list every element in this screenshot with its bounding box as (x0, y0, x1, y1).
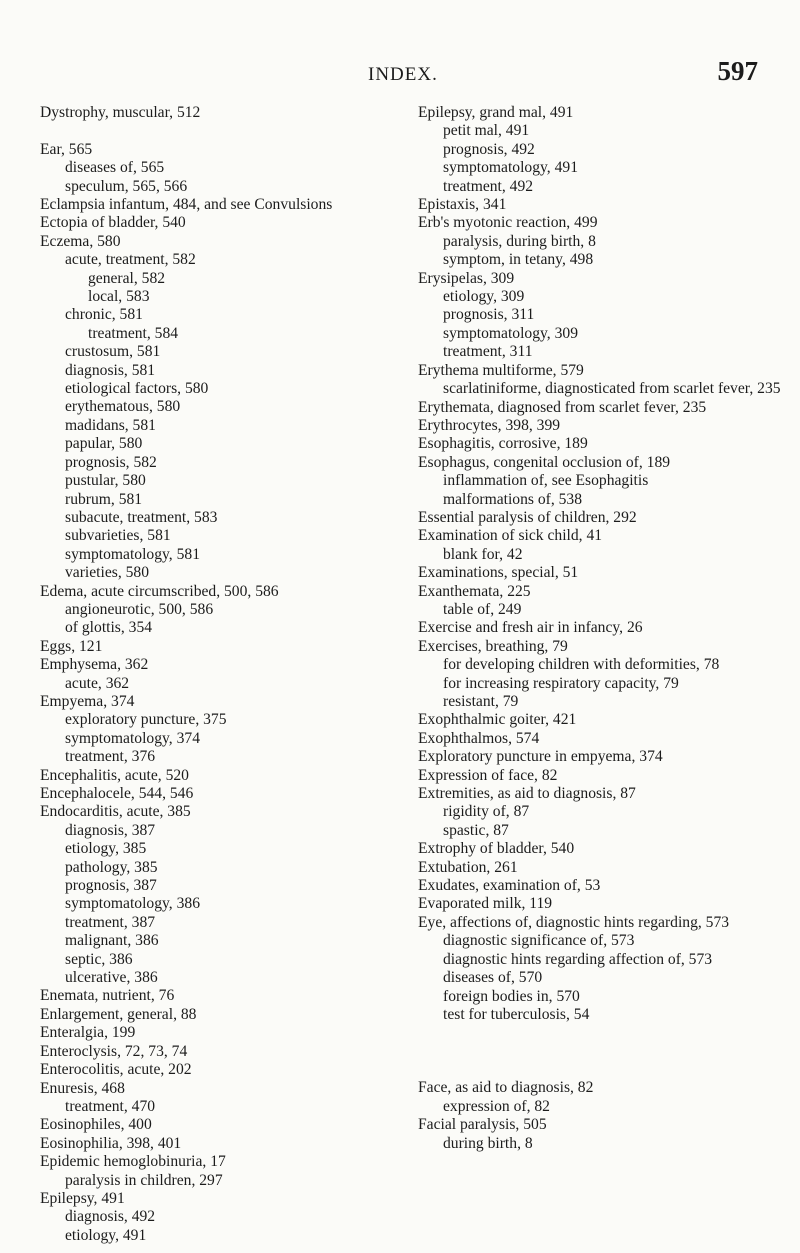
index-entry: Eclampsia infantum, 484, and see Convulsions (40, 196, 333, 214)
index-subentry: etiology, 309 (443, 288, 525, 306)
index-subentry: symptomatology, 309 (443, 324, 578, 342)
index-subentry: subvarieties, 581 (65, 527, 171, 545)
index-entry: Exudates, examination of, 53 (418, 877, 601, 895)
index-subentry: for increasing respiratory capacity, 79 (443, 674, 679, 692)
page-number: 597 (717, 56, 758, 86)
index-subentry: varieties, 580 (65, 564, 150, 582)
index-subentry: crustosum, 581 (65, 343, 161, 361)
section-gap (40, 122, 395, 140)
index-column-right (418, 104, 786, 1153)
index-subentry: diagnostic significance of, 573 (443, 932, 635, 950)
index-entry: Erythrocytes, 398, 399 (418, 416, 561, 434)
index-subentry: angioneurotic, 500, 586 (65, 600, 214, 618)
index-subentry: chronic, 581 (65, 306, 143, 324)
index-subentry: treatment, 376 (65, 748, 156, 766)
index-subentry: diseases of, 565 (65, 159, 165, 177)
index-subentry: diagnosis, 581 (65, 361, 156, 379)
index-subentry: pustular, 580 (65, 472, 146, 490)
index-subentry: subacute, treatment, 583 (65, 508, 218, 526)
index-subentry: local, 583 (88, 288, 150, 306)
running-title: INDEX. (368, 64, 438, 85)
index-subentry: treatment, 584 (88, 324, 179, 342)
index-entry: Endocarditis, acute, 385 (40, 803, 191, 821)
index-entry: Esophagitis, corrosive, 189 (418, 435, 588, 453)
index-entry: Erythemata, diagnosed from scarlet fever, 235 (418, 398, 707, 416)
index-subentry: diseases of, 570 (443, 969, 543, 987)
index-subentry: malignant, 386 (65, 932, 159, 950)
index-subentry: prognosis, 387 (65, 877, 157, 895)
index-column-left (40, 104, 395, 1245)
index-entry: Emphysema, 362 (40, 656, 149, 674)
index-subentry: erythematous, 580 (65, 398, 181, 416)
index-subentry: acute, treatment, 582 (65, 251, 196, 269)
index-entry: Expression of face, 82 (418, 766, 558, 784)
index-subentry: expression of, 82 (443, 1097, 550, 1115)
index-entry: Facial paralysis, 505 (418, 1116, 547, 1134)
index-subentry: exploratory puncture, 375 (65, 711, 227, 729)
index-entry: Enteralgia, 199 (40, 1024, 136, 1042)
index-subentry: rubrum, 581 (65, 490, 143, 508)
index-subentry: prognosis, 311 (443, 306, 535, 324)
index-entry: Ear, 565 (40, 140, 93, 158)
index-entry: Empyema, 374 (40, 692, 135, 710)
index-subentry: symptomatology, 374 (65, 729, 200, 747)
index-subentry: ulcerative, 386 (65, 969, 158, 987)
index-entry: Examinations, special, 51 (418, 564, 579, 582)
index-subentry: prognosis, 582 (65, 453, 157, 471)
section-gap (418, 1024, 786, 1079)
index-subentry: spastic, 87 (443, 821, 509, 839)
index-entry: Eye, affections of, diagnostic hints regarding, 573 (418, 913, 730, 931)
index-subentry: paralysis, during birth, 8 (443, 232, 596, 250)
index-subentry: table of, 249 (443, 600, 522, 618)
index-entry: Dystrophy, muscular, 512 (40, 104, 201, 121)
index-entry: Ectopia of bladder, 540 (40, 214, 186, 232)
index-entry: Enlargement, general, 88 (40, 1005, 197, 1023)
index-subentry: resistant, 79 (443, 693, 519, 710)
index-subentry: etiology, 385 (65, 840, 147, 858)
index-entry: Epilepsy, 491 (40, 1189, 125, 1207)
index-entry: Eczema, 580 (40, 232, 121, 250)
index-entry: Eosinophilia, 398, 401 (40, 1134, 182, 1152)
index-entry: Epistaxis, 341 (418, 196, 507, 214)
index-subentry: rigidity of, 87 (443, 803, 530, 821)
index-entry: Exercises, breathing, 79 (418, 637, 568, 655)
index-subentry: speculum, 565, 566 (65, 177, 188, 195)
index-entry: Exophthalmos, 574 (418, 729, 540, 747)
index-entry: Enemata, nutrient, 76 (40, 987, 175, 1005)
index-entry: Eggs, 121 (40, 637, 103, 655)
index-entry: Extrophy of bladder, 540 (418, 840, 575, 858)
index-subentry: symptom, in tetany, 498 (443, 251, 594, 269)
index-subentry: symptomatology, 386 (65, 895, 200, 913)
index-subentry: inflammation of, see Esophagitis (443, 472, 649, 490)
index-subentry: diagnosis, 387 (65, 821, 156, 839)
index-entry: Enterocolitis, acute, 202 (40, 1061, 192, 1079)
index-entry: Essential paralysis of children, 292 (418, 508, 637, 526)
index-subentry: etiological factors, 580 (65, 380, 209, 398)
index-entry: Erythema multiforme, 579 (418, 361, 584, 379)
index-subentry: symptomatology, 581 (65, 545, 200, 563)
index-subentry: treatment, 470 (65, 1097, 156, 1115)
index-subentry: septic, 386 (65, 950, 133, 968)
index-subentry: general, 582 (88, 269, 166, 287)
index-subentry: paralysis in children, 297 (65, 1171, 223, 1189)
index-entry: Examination of sick child, 41 (418, 527, 603, 545)
index-subentry: etiology, 491 (65, 1226, 147, 1244)
index-entry: Eosinophiles, 400 (40, 1116, 152, 1134)
index-subentry: foreign bodies in, 570 (443, 987, 580, 1005)
index-subentry: diagnosis, 492 (65, 1208, 156, 1226)
index-entry: Enteroclysis, 72, 73, 74 (40, 1042, 188, 1060)
index-subentry: blank for, 42 (443, 545, 523, 563)
page-header (0, 58, 800, 98)
index-entry: Exercise and fresh air in infancy, 26 (418, 619, 643, 637)
index-subentry: during birth, 8 (443, 1134, 533, 1152)
index-subentry: treatment, 311 (443, 343, 533, 361)
index-entry: Erysipelas, 309 (418, 269, 515, 287)
index-subentry: test for tuberculosis, 54 (443, 1005, 590, 1023)
index-entry: Face, as aid to diagnosis, 82 (418, 1079, 594, 1097)
index-entry: Enuresis, 468 (40, 1079, 125, 1097)
index-subentry: malformations of, 538 (443, 490, 583, 508)
index-subentry: treatment, 387 (65, 913, 156, 931)
index-entry: Encephalitis, acute, 520 (40, 766, 189, 784)
index-subentry: treatment, 492 (443, 177, 534, 195)
index-entry: Edema, acute circumscribed, 500, 586 (40, 582, 279, 600)
index-entry: Epidemic hemoglobinuria, 17 (40, 1153, 226, 1171)
index-subentry: scarlatiniforme, diagnosticated from scarlet fever, 235 (443, 380, 781, 398)
index-entry: Epilepsy, grand mal, 491 (418, 104, 574, 121)
index-subentry: prognosis, 492 (443, 140, 535, 158)
index-subentry: for developing children with deformities, 78 (443, 656, 720, 674)
index-entry: Evaporated milk, 119 (418, 895, 553, 913)
index-entry: Exploratory puncture in empyema, 374 (418, 748, 663, 766)
index-subentry: symptomatology, 491 (443, 159, 578, 177)
index-subentry: diagnostic hints regarding affection of, 573 (443, 950, 713, 968)
index-subentry: of glottis, 354 (65, 619, 153, 637)
index-entry: Erb's myotonic reaction, 499 (418, 214, 598, 232)
index-entry: Encephalocele, 544, 546 (40, 785, 194, 803)
index-entry: Esophagus, congenital occlusion of, 189 (418, 453, 671, 471)
index-entry: Extremities, as aid to diagnosis, 87 (418, 785, 636, 803)
index-subentry: pathology, 385 (65, 858, 158, 876)
index-entry: Exanthemata, 225 (418, 582, 531, 600)
index-entry: Exophthalmic goiter, 421 (418, 711, 577, 729)
index-subentry: papular, 580 (65, 435, 143, 453)
index-entry: Extubation, 261 (418, 858, 518, 876)
index-subentry: petit mal, 491 (443, 122, 530, 140)
index-subentry: acute, 362 (65, 674, 130, 692)
index-subentry: madidans, 581 (65, 416, 156, 434)
